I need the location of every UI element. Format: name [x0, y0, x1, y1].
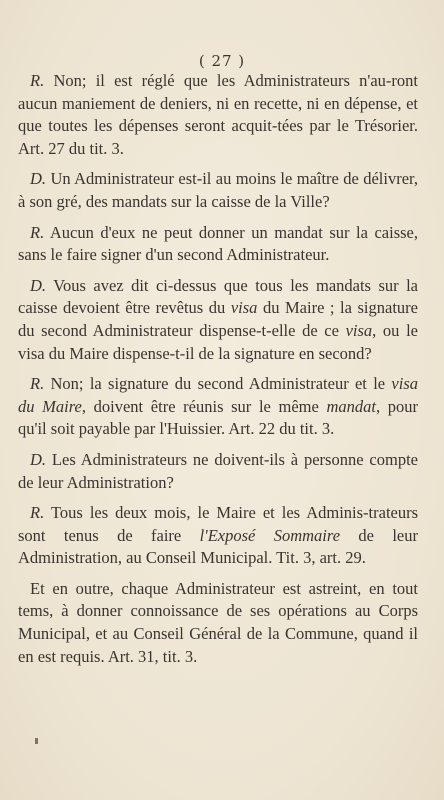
paragraph-answer-4: [18, 502, 418, 570]
paragraph-continuation: [18, 578, 418, 668]
ink-mark: [35, 738, 38, 744]
italic-term: mandat: [326, 396, 376, 416]
speaker-label: D.: [30, 169, 47, 189]
speaker-label: R.: [30, 374, 45, 394]
speaker-label: R.: [30, 71, 45, 90]
paragraph-answer-3: [18, 373, 418, 441]
paragraph-text-part: Non; la signature du second Administrateur et le: [50, 374, 392, 394]
speaker-label: R.: [30, 222, 45, 242]
paragraph-text: Et en outre, chaque Administrateur est astreint, en tout tems, à donner connoissance de ses opérations au Corps Municipal, et au Conseil Général de la Commune, quand il en est requis. Art. 31, tit. 3.: [18, 578, 418, 666]
paragraph-question-2: [18, 275, 418, 365]
paragraph-answer-2: [18, 222, 418, 267]
paragraph-question-1: [18, 168, 418, 213]
paragraph-text-part: , ou le visa du Maire dispense-t-il de la signature en second?: [18, 320, 418, 363]
speaker-label: R.: [30, 503, 45, 523]
speaker-label: D.: [30, 275, 47, 295]
paragraph-question-3: [18, 449, 418, 494]
paragraph-text-part: , doivent être réunis sur le même: [81, 396, 327, 416]
italic-term: visa du Maire: [18, 374, 418, 416]
paragraph-text: Non; il est réglé que les Administrateurs n'au-ront aucun maniement de deniers, ni en recette, ni en dépense, et que toutes les dépenses seront acquit-tées par le Trésorier. Art. 27 du tit. 3.: [18, 71, 418, 158]
speaker-label: D.: [30, 449, 47, 469]
paragraph-text-part: du Maire ; la signature du second Administrateur dispense-t-elle de ce: [18, 298, 418, 340]
italic-term: visa: [230, 298, 258, 318]
paragraph-text: Les Administrateurs ne doivent-ils à personne compte de leur Administration?: [18, 449, 418, 492]
paragraph-text-part: , pour qu'il soit payable par l'Huissier. Art. 22 du tit. 3.: [18, 396, 419, 439]
italic-term: visa: [345, 320, 373, 340]
paragraph-text-part: Tous les deux mois, le Maire et les Adminis-trateurs sont tenus de faire: [18, 503, 419, 545]
paragraph-text-part: Vous avez dit ci-dessus que tous les mandats sur la caisse devoient être revêtus du: [18, 275, 418, 318]
paragraph-text-part: de leur Administration, au Conseil Municipal. Tit. 3, art. 29.: [18, 525, 418, 568]
paragraph-text: Un Administrateur est-il au moins le maître de délivrer, à son gré, des mandats sur la caisse de la Ville?: [18, 169, 418, 211]
paragraph-text: Aucun d'eux ne peut donner un mandat sur la caisse, sans le faire signer d'un second Administrateur.: [18, 222, 418, 265]
paragraph-answer-1: [18, 70, 418, 160]
page-number: ( 27 ): [198, 52, 246, 70]
italic-title: l'Exposé Sommaire: [199, 525, 341, 545]
body-text: [18, 70, 418, 668]
